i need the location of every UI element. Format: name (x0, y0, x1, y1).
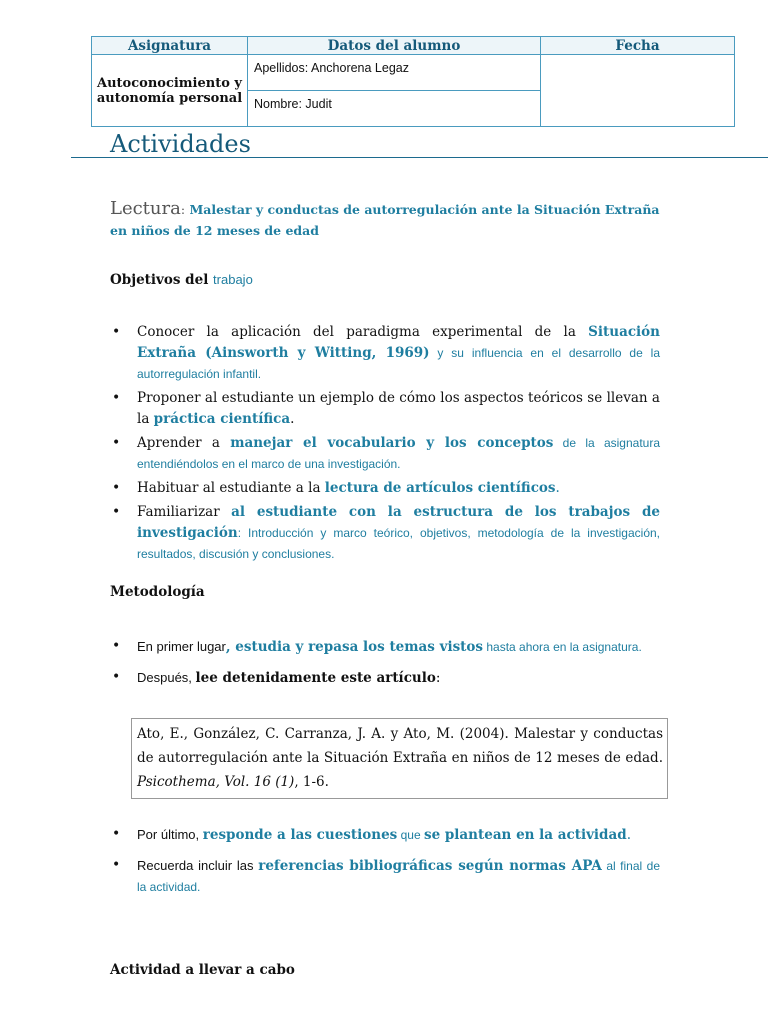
item-end: . (626, 827, 631, 843)
item-highlight: referencias bibliográficas según normas APA (258, 858, 602, 874)
item-text: Después, (137, 670, 196, 685)
item-highlight: práctica científica (153, 411, 291, 427)
list-item (110, 388, 660, 430)
list-item (110, 855, 660, 898)
reference-box (131, 718, 668, 799)
page-title: Actividades (110, 130, 251, 158)
objectives-heading-accent: trabajo (213, 272, 253, 287)
list-item (110, 824, 660, 846)
item-highlight: Situación Extraña (Ainsworth y Witting, 1969) (137, 324, 660, 361)
reference-journal: Psicothema, Vol. 16 (1) (137, 774, 295, 790)
column-header-date: Fecha (541, 37, 735, 55)
item-note: al final de la actividad. (137, 859, 660, 894)
item-highlight: , estudia y repasa los temas vistos (225, 639, 484, 655)
item-highlight: responde a las cuestiones (202, 827, 398, 843)
header-table (91, 36, 735, 127)
list-item (110, 636, 660, 658)
item-note: que (397, 828, 424, 842)
item-note: . (555, 480, 560, 496)
reading-title: Malestar y conductas de autorregulación ante la Situación Extraña en niños de 12 meses de edad (110, 202, 660, 238)
name-label: Nombre: (254, 97, 302, 111)
list-item (110, 667, 660, 689)
item-note: : Introducción y marco teórico, objetivos, metodología de la investigación, resultados, discusión y conclusiones. (137, 526, 660, 561)
item-note: . (290, 411, 295, 427)
surname-field (248, 55, 541, 91)
list-item (110, 502, 660, 565)
methodology-list-bottom (110, 824, 660, 901)
reference-text: Ato, E., González, C. Carranza, J. A. y Ato, M. (2004). Malestar y conductas de autorregulación ante la Situación Extraña en niños de 12 meses de edad. (137, 726, 663, 766)
list-item (110, 322, 660, 385)
item-note: de la asignatura entendiéndolos en el marco de una investigación. (137, 436, 661, 471)
list-item (110, 433, 660, 475)
column-header-subject: Asignatura (92, 37, 248, 55)
item-note: hasta ahora en la asignatura. (483, 640, 642, 654)
item-highlight: lectura de artículos científicos (324, 480, 556, 496)
date-cell (541, 55, 735, 127)
reading-label: Lectura (110, 198, 181, 219)
item-highlight-2: se plantean en la actividad (423, 827, 627, 843)
methodology-heading: Metodología (110, 584, 205, 600)
methodology-list-top (110, 636, 660, 692)
reference-pages: , 1-6. (294, 774, 329, 790)
item-text: Recuerda incluir las (137, 858, 259, 873)
reading-colon: : (180, 202, 186, 217)
list-item (110, 478, 660, 499)
title-divider (71, 157, 768, 158)
reading-block (110, 198, 660, 241)
activity-heading: Actividad a llevar a cabo (110, 962, 295, 978)
surname-label: Apellidos: (254, 61, 309, 75)
item-note: y su influencia en el desarrollo de la autorregulación infantil. (137, 346, 660, 381)
name-field (248, 91, 541, 127)
subject-cell: Autoconocimiento y autonomía personal (92, 55, 248, 127)
item-text: Familiarizar (137, 504, 232, 520)
item-highlight: al estudiante con la estructura de los trabajos de investigación (137, 504, 660, 541)
item-text: Aprender a (137, 435, 231, 451)
item-highlight: lee detenidamente este artículo (195, 670, 436, 686)
objectives-heading-text: Objetivos del (110, 272, 209, 288)
item-text: Por último, (137, 827, 203, 842)
item-text: Proponer al estudiante un ejemplo de cómo los aspectos teóricos se llevan a la (137, 390, 660, 427)
item-highlight: manejar el vocabulario y los conceptos (230, 435, 554, 451)
name-value: Judit (305, 97, 332, 111)
item-text: En primer lugar (137, 639, 226, 654)
objectives-list (110, 322, 660, 568)
item-text: Habituar al estudiante a la (137, 480, 325, 496)
item-note: : (435, 670, 441, 686)
item-text: Conocer la aplicación del paradigma experimental de la (137, 324, 589, 340)
column-header-student: Datos del alumno (248, 37, 541, 55)
surname-value: Anchorena Legaz (311, 61, 409, 75)
objectives-heading (110, 272, 253, 288)
